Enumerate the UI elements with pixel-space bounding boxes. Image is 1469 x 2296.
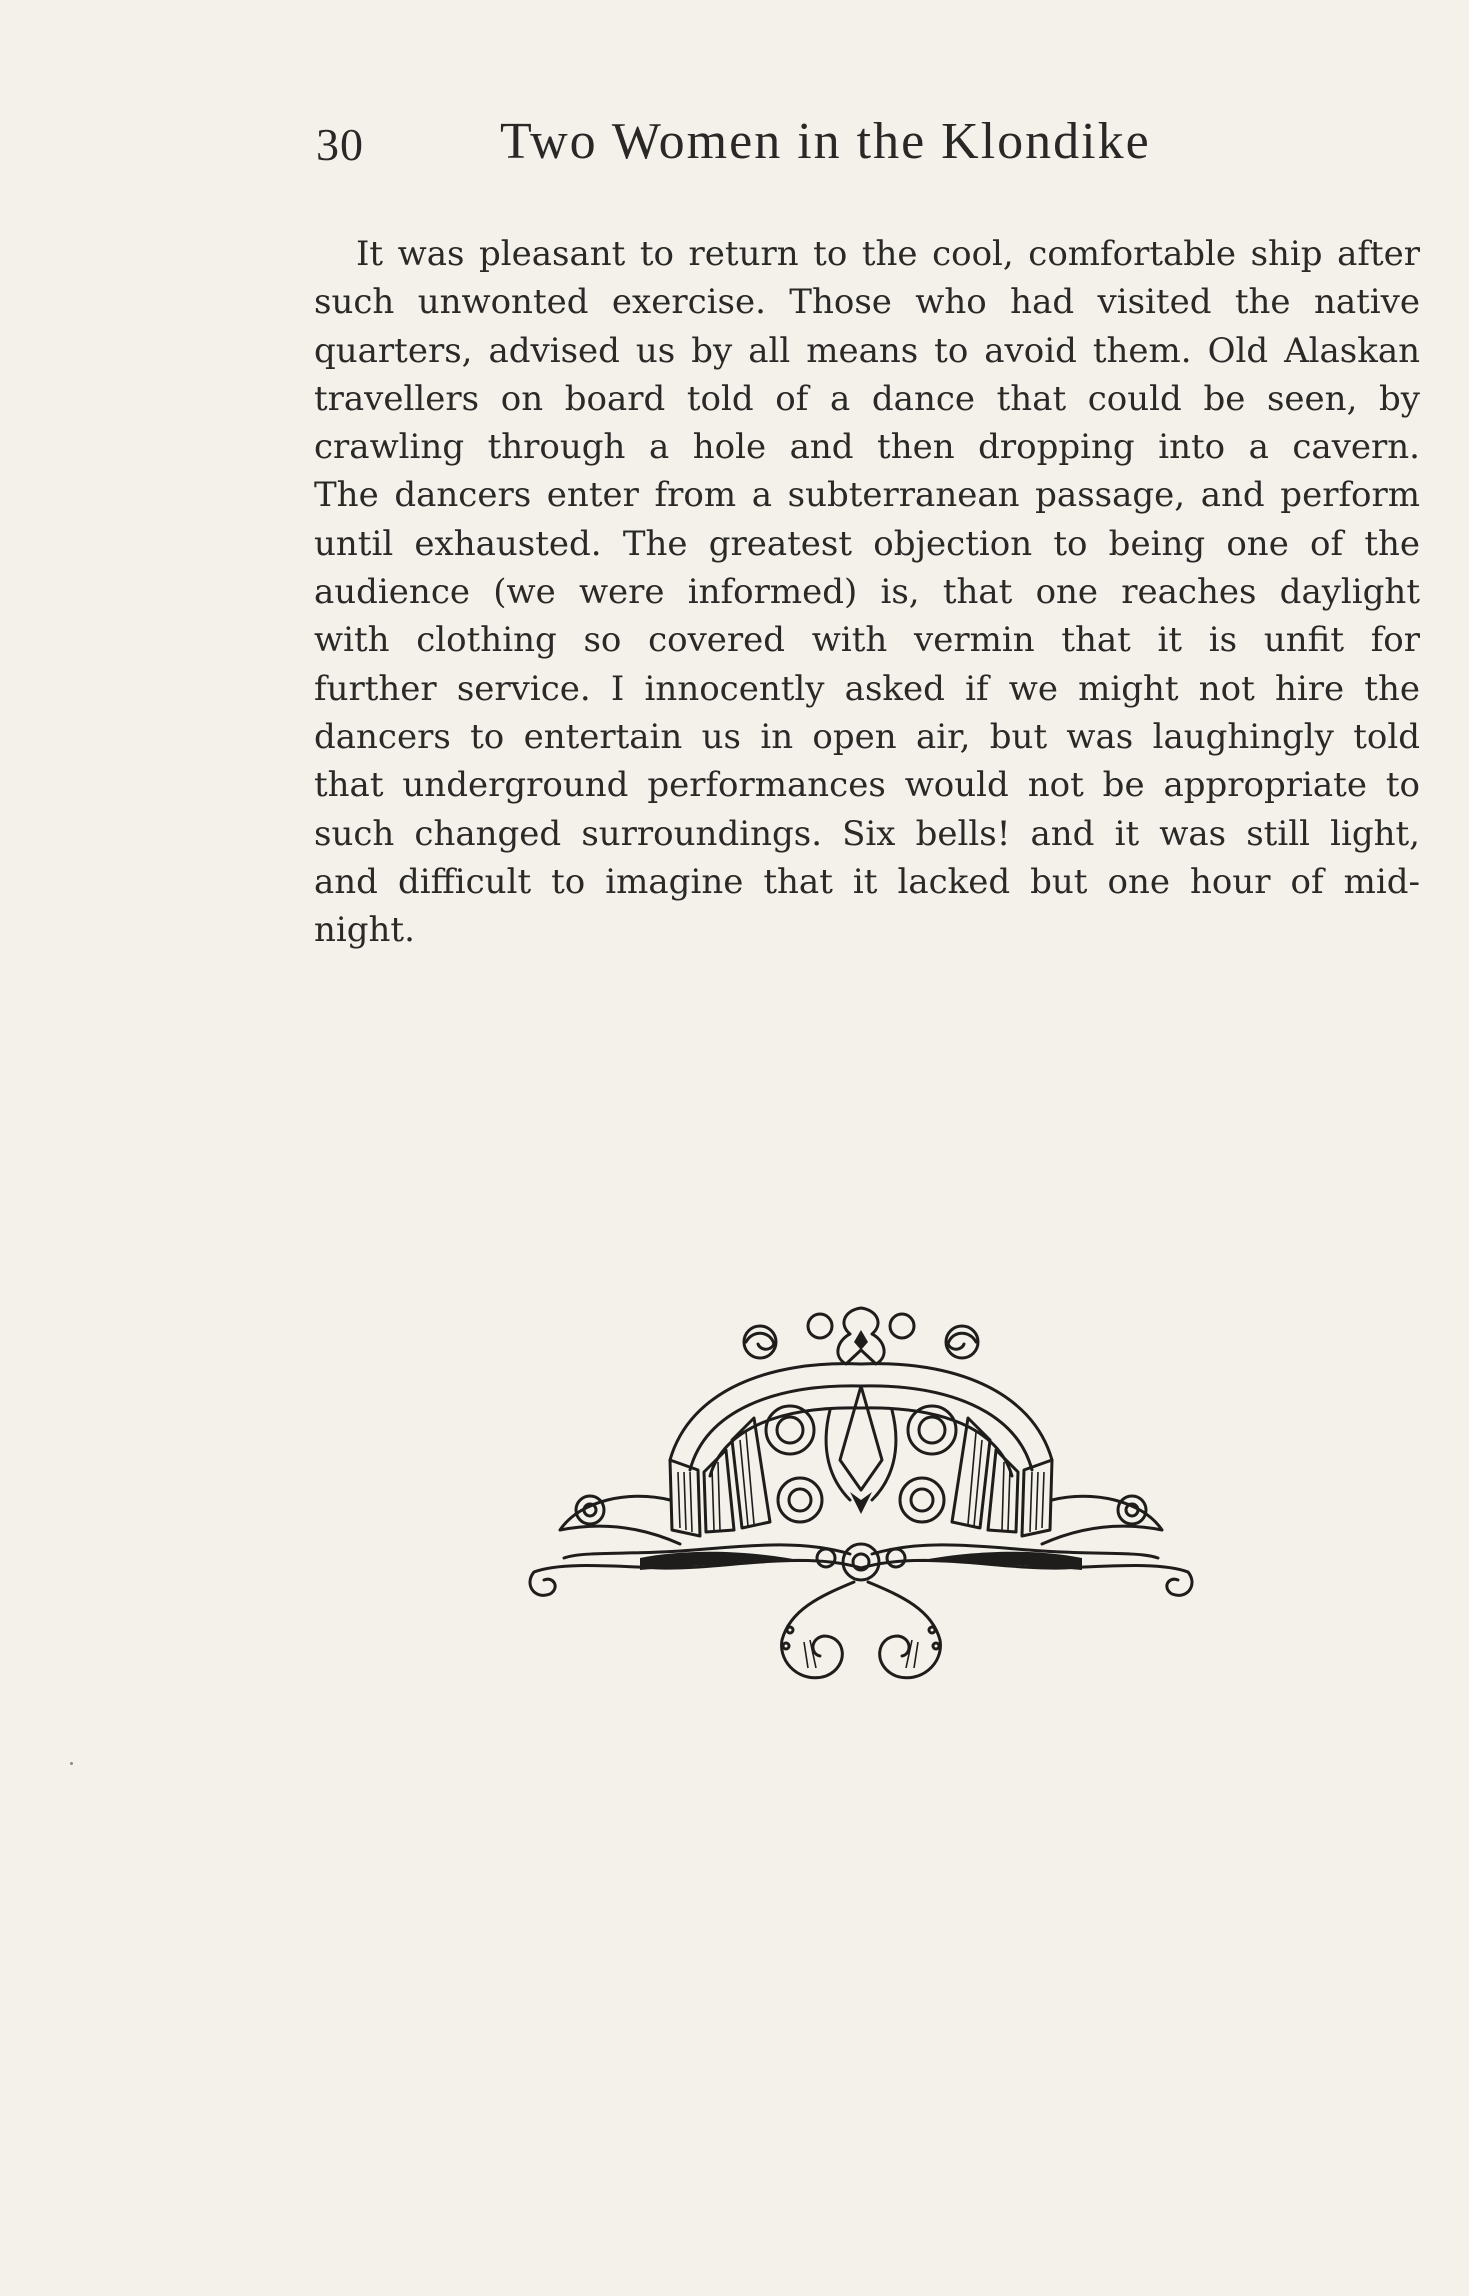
text-line: The dancers enter from a subterranean passage, and perform — [314, 475, 1420, 516]
text-line: until exhausted. The greatest objection to being one of the — [314, 523, 1420, 564]
text-line: such unwonted exercise. Those who had visited the native — [314, 282, 1420, 323]
running-head — [316, 112, 1416, 182]
text-line: that underground performances would not be appropriate to — [314, 765, 1420, 806]
text-line: night. — [314, 910, 415, 951]
decorative-scroll-ornament-icon — [520, 1300, 1202, 1690]
text-line: crawling through a hole and then dropping into a cavern. — [314, 427, 1420, 468]
paper-speck — [70, 1762, 73, 1765]
text-line: quarters, advised us by all means to avoid them. Old Alaskan — [314, 330, 1420, 371]
running-title: Two Women in the Klondike — [500, 113, 1151, 170]
text-line: with clothing so covered with vermin that it is unfit for — [314, 620, 1420, 661]
body-paragraph — [314, 230, 1420, 954]
text-line: dancers to entertain us in open air, but was laughingly told — [314, 716, 1420, 757]
text-line: and difficult to imagine that it lacked but one hour of mid- — [314, 861, 1420, 902]
text-line: audience (we were informed) is, that one reaches daylight — [314, 572, 1420, 613]
text-line: travellers on board told of a dance that could be seen, by — [314, 378, 1420, 419]
page-number: 30 — [316, 119, 364, 170]
text-line: further service. I innocently asked if we might not hire the — [314, 668, 1420, 709]
text-line: such changed surroundings. Six bells! and it was still light, — [314, 813, 1420, 854]
text-line: It was pleasant to return to the cool, comfortable ship after — [356, 234, 1420, 274]
